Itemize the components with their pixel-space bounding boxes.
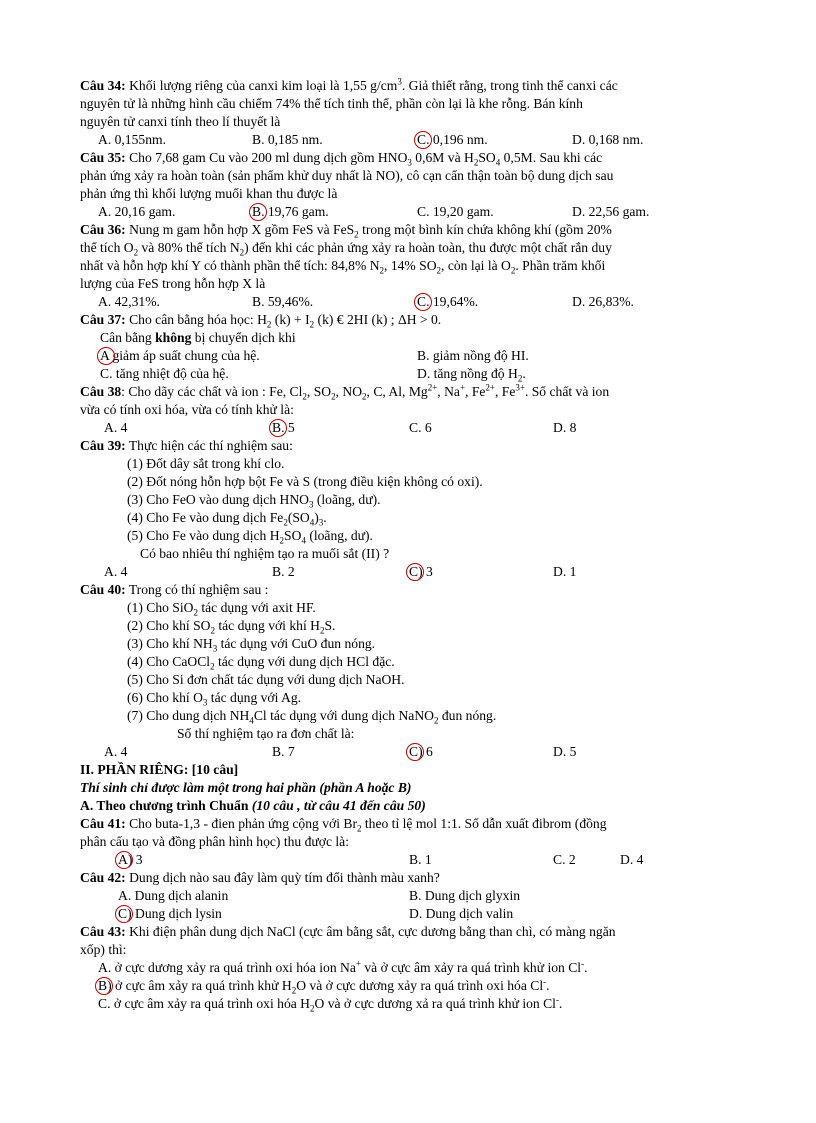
question-35: Câu 35: Cho 7,68 gam Cu vào 200 ml dung dịch gồm $HNO_3$ 0,6M và $H_2SO_4$ 0,5M. Sau khi các phản ứng xảy ra hoàn toàn (sản phẩm khử duy nhất là NO), cô cạn cẩn thận toàn bộ dung dịch sau phản ứng thì khối lượng muối khan thu được là A. 20,16 gam. B. 19,76 gam. C. 19,20 gam. D. 22,56 gam. <box>80 149 740 221</box>
question-41: Câu 41: Cho buta-1,3 - đien phản ứng cộng với $Br_2$ theo tỉ lệ mol 1:1. Số dẫn xuất đibrom (đồng phân cấu tạo và đồng phân hình học) thu được là: A) 3 B. 1 C. 2 D. 4 <box>80 815 740 869</box>
list-item: (3) Cho khí $NH_3$ tác dụng với CuO đun nóng. <box>127 636 376 654</box>
answer-circle: B <box>272 420 282 435</box>
question-label: Câu 43: <box>80 924 126 939</box>
answer-circle: A <box>100 348 110 363</box>
option-b: B. Dung dịch glyxin <box>409 888 521 903</box>
list-item: (3) Cho FeO vào dung dịch $HNO_3$ (loãng, dư). <box>127 492 381 510</box>
option-a: A. 0,155nm. <box>98 132 166 147</box>
option-c: C. tăng nhiệt độ của hệ. <box>100 366 229 381</box>
answer-circle: C <box>409 564 419 579</box>
question-label: Câu 39: <box>80 438 126 453</box>
question-39: Câu 39: Thực hiện các thí nghiệm sau: (1) Đốt dây sắt trong khí clo. (2) Đốt nóng hỗn hợp bột Fe và S (trong điều kiện không có oxi). (3) Cho FeO vào dung dịch $HNO_3$ (loãng, dư). (4) Cho Fe vào dung dịch $Fe_2(SO_4)_3$. (5) Cho Fe vào dung dịch $H_2SO_4$ (loãng, dư). Có bao nhiêu thí nghiệm tạo ra muối sắt (II) ? A. 4 B. 2 C) 3 D. 1 <box>80 437 740 581</box>
options <box>80 365 740 383</box>
options <box>80 743 740 761</box>
option-b: B. 0,185 nm. <box>252 132 323 147</box>
option-a: A. 4 <box>104 744 128 759</box>
options <box>80 851 740 869</box>
answer-circle: C <box>417 132 427 147</box>
options <box>80 347 740 365</box>
option-c: C. ở cực âm xảy ra quá trình oxi hóa $H_2O$ và ở cực dương xả ra quá trình khử ion Cl-. <box>98 994 563 1014</box>
section-note: Thí sinh chỉ được làm một trong hai phần (phần A hoặc B) <box>80 780 412 795</box>
list-item: (1) Đốt dây sắt trong khí clo. <box>127 456 285 471</box>
option-a: A giảm áp suất chung của hệ. <box>100 348 260 363</box>
option-c: C. 0,196 nm. <box>417 132 488 147</box>
options <box>80 887 740 905</box>
question-42: Câu 42: Dung dịch nào sau đây làm quỳ tím đổi thành màu xanh? A. Dung dịch alanin B. Dung dịch glyxin C) Dung dịch lysin D. Dung dịch valin <box>80 869 740 923</box>
option-c: C) Dung dịch lysin <box>118 906 222 921</box>
list-item: (5) Cho Fe vào dung dịch $H_2SO_4$ (loãng, dư). <box>127 528 373 546</box>
options <box>80 131 740 149</box>
list-item: (7) Cho dung dịch $NH_4Cl$ tác dụng với dung dịch NaNO$_2$ đun nóng. <box>127 708 497 726</box>
list-item: (5) Cho Si đơn chất tác dụng với dung dịch NaOH. <box>127 672 405 687</box>
answer-circle: B <box>252 204 262 219</box>
option-a: A. 4 <box>104 420 128 435</box>
answer-circle: C <box>417 294 427 309</box>
option-c: C. 6 <box>409 420 432 435</box>
option-b: B) ở cực âm xảy ra quá trình khử $H_2O$ và ở cực dương xảy ra quá trình oxi hóa Cl-. <box>98 976 550 996</box>
list-item: (6) Cho khí $O_3$ tác dụng với Ag. <box>127 690 302 708</box>
options <box>80 905 740 923</box>
question-label: Câu 42: <box>80 870 126 885</box>
option-b: B. 7 <box>272 744 295 759</box>
question-40: Câu 40: Trong có thí nghiệm sau : (1) Cho SiO$_2$ tác dụng với axit HF. (2) Cho khí $SO_2$ tác dụng với khí $H_2S$. (3) Cho khí $NH_3$ tác dụng với CuO đun nóng. (4) Cho CaOCl$_2$ tác dụng với dung dịch HCl đặc. (5) Cho Si đơn chất tác dụng với dung dịch NaOH. (6) Cho khí $O_3$ tác dụng với Ag. (7) Cho dung dịch $NH_4Cl$ tác dụng với dung dịch NaNO$_2$ đun nóng. Số thí nghiệm tạo ra đơn chất là: A. 4 B. 7 C) 6 D. 5 <box>80 581 740 761</box>
answer-circle: C <box>409 744 419 759</box>
section-title: II. PHẦN RIÊNG: [10 câu] <box>80 762 239 777</box>
list-item: (2) Cho khí $SO_2$ tác dụng với khí $H_2S$. <box>127 618 336 636</box>
option-a: A. 42,31%. <box>98 294 160 309</box>
option-d: D. 26,83%. <box>572 294 634 309</box>
option-a: A. 20,16 gam. <box>98 204 176 219</box>
question-label: Câu 34: <box>80 78 126 93</box>
option-c: C. 19,20 gam. <box>417 204 494 219</box>
question-label: Câu 38 <box>80 384 122 399</box>
question-label: Câu 35: <box>80 150 126 165</box>
options <box>80 563 740 581</box>
option-d: D. 5 <box>553 744 577 759</box>
list-item: (2) Đốt nóng hỗn hợp bột Fe và S (trong điều kiện không có oxi). <box>127 474 483 489</box>
option-d: D. 4 <box>620 852 644 867</box>
options <box>80 419 740 437</box>
option-b: B. 19,76 gam. <box>252 204 329 219</box>
option-d: D. 22,56 gam. <box>572 204 650 219</box>
section-header: II. PHẦN RIÊNG: [10 câu] Thí sinh chỉ được làm một trong hai phần (phần A hoặc B) A. Theo chương trình Chuẩn (10 câu , từ câu 41 đến câu 50) <box>80 761 740 815</box>
option-a: A) 3 <box>118 852 143 867</box>
list-item: (1) Cho SiO$_2$ tác dụng với axit HF. <box>127 600 316 618</box>
option-b: B. 2 <box>272 564 295 579</box>
answer-circle: A <box>118 852 128 867</box>
option-c: C. 2 <box>553 852 576 867</box>
question-label: Câu 41: <box>80 816 126 831</box>
option-d: D. 1 <box>553 564 577 579</box>
option-b: B. giảm nồng độ HI. <box>417 348 529 363</box>
question-label: Câu 36: <box>80 222 126 237</box>
option-c: C) 3 <box>409 564 433 579</box>
options <box>80 293 740 311</box>
exam-page <box>80 77 740 1013</box>
question-43: Câu 43: Khi điện phân dung dịch NaCl (cực âm bằng sắt, cực dương bằng than chì, có màng ngăn xốp) thì: A. ở cực dương xảy ra quá trình oxi hóa ion Na+ và ở cực âm xảy ra quá trình khử ion Cl-. B) ở cực âm xảy ra quá trình khử $H_2O$ và ở cực dương xảy ra quá trình oxi hóa Cl-. C. ở cực âm xảy ra quá trình oxi hóa $H_2O$ và ở cực dương xả ra quá trình khử ion Cl-. <box>80 923 740 1013</box>
question-36: Câu 36: Nung m gam hỗn hợp X gồm FeS và FeS$_2$ trong một bình kín chứa không khí (gồm 20% thể tích $O_2$ và 80% thể tích $N_2$) đến khi các phản ứng xảy ra hoàn toàn, thu được một chất rắn duy nhất và hỗn hợp khí Y có thành phần thể tích: 84,8% $N_2$, 14% $SO_2$, còn lại là $O_2$. Phần trăm khối lượng của FeS trong hỗn hợp X là A. 42,31%. B. 59,46%. C. 19,64%. D. 26,83%. <box>80 221 740 311</box>
option-a: A. 4 <box>104 564 128 579</box>
answer-circle: C <box>118 906 128 921</box>
list-item: (4) Cho CaOCl$_2$ tác dụng với dung dịch HCl đặc. <box>127 654 395 672</box>
option-b: B. 59,46%. <box>252 294 314 309</box>
list-item: (4) Cho Fe vào dung dịch $Fe_2(SO_4)_3$. <box>127 510 327 528</box>
options <box>80 203 740 221</box>
option-b: B. 1 <box>409 852 432 867</box>
question-38: Câu 38: Cho dãy các chất và ion : Fe, $Cl_2$, $SO_2$, $NO_2$, C, Al, $Mg^{2+}$, Na+, $Fe^{2+}$, $Fe^{3+}$. Số chất và ion vừa có tính oxi hóa, vừa có tính khử là: A. 4 B. 5 C. 6 D. 8 <box>80 383 740 437</box>
option-d: D. 8 <box>553 420 577 435</box>
question-label: Câu 40: <box>80 582 126 597</box>
option-a: A. Dung dịch alanin <box>118 888 229 903</box>
subsection-title: A. Theo chương trình Chuẩn <box>80 798 252 813</box>
option-d: D. Dung dịch valin <box>409 906 514 921</box>
option-a: A. ở cực dương xảy ra quá trình oxi hóa ion Na+ và ở cực âm xảy ra quá trình khử ion Cl-. <box>98 958 588 975</box>
option-d: D. tăng nồng độ $H_2$. <box>417 366 526 384</box>
option-c: C) 6 <box>409 744 433 759</box>
answer-circle: B <box>98 978 108 993</box>
question-37: Câu 37: Cho cân bằng hóa học: $H_2$ $(k) + I_2$ (k) € 2HI (k) ; ΔH > 0. Cân bằng không bị chuyển dịch khi A giảm áp suất chung của hệ. B. giảm nồng độ HI. C. tăng nhiệt độ của hệ. D. tăng nồng độ $H_2$. <box>80 311 740 383</box>
question-34: Câu 34: Khối lượng riêng của canxi kim loại là 1,55 $g/cm^3$. Giả thiết rằng, trong tinh thể canxi các nguyên tử là những hình cầu chiếm 74% thể tích tinh thể, phần còn lại là khe rỗng. Bán kính nguyên tử canxi tính theo lí thuyết là A. 0,155nm. B. 0,185 nm. C. 0,196 nm. D. 0,168 nm. <box>80 77 740 149</box>
option-d: D. 0,168 nm. <box>572 132 644 147</box>
option-c: C. 19,64%. <box>417 294 479 309</box>
question-label: Câu 37: <box>80 312 126 327</box>
option-b: B. 5 <box>272 420 295 435</box>
